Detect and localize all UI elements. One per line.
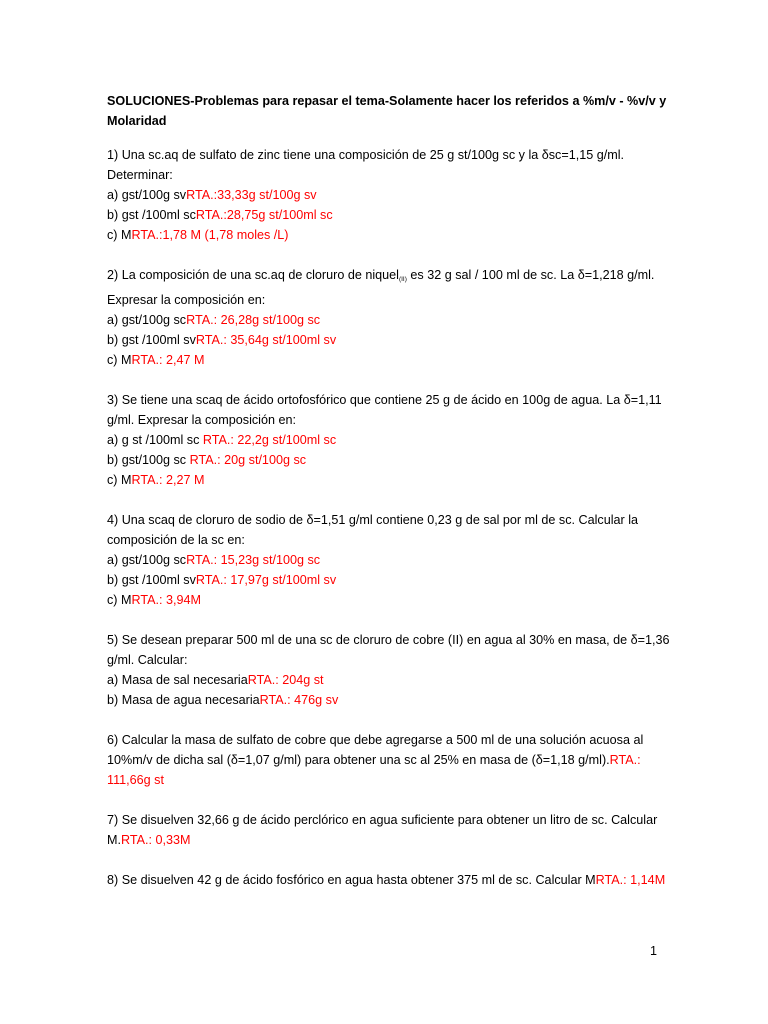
- item-answer: RTA.: 204g st: [247, 673, 324, 687]
- item-question: c) M: [107, 473, 132, 487]
- item-question: a) gst/100g sv: [107, 188, 187, 202]
- item-question: b) gst/100g sc: [107, 453, 190, 467]
- statement-part: es 32 g sal / 100 ml de sc. La δ=1,218 g/ml. Expresar la composición en:: [107, 268, 655, 307]
- problem-item: [107, 570, 677, 590]
- item-question: b) gst /100ml sv: [107, 573, 196, 587]
- problem-item: [107, 430, 677, 450]
- statement-text: 7) Se disuelven 32,66 g de ácido perclórico en agua suficiente para obtener un litro de sc. Calcular M.: [107, 813, 658, 847]
- problem-statement: [107, 730, 677, 790]
- item-question: a) gst/100g sc: [107, 313, 187, 327]
- item-answer: RTA.: 20g st/100g sc: [189, 453, 307, 467]
- problem-5: [107, 630, 677, 710]
- problem-8: [107, 870, 677, 890]
- item-answer: RTA.: 15,23g st/100g sc: [186, 553, 321, 567]
- problem-item: [107, 225, 677, 245]
- problem-answer: RTA.: 1,14M: [595, 873, 666, 887]
- item-answer: RTA.: 22,2g st/100ml sc: [202, 433, 337, 447]
- problem-item: [107, 590, 677, 610]
- problem-statement: 4) Una scaq de cloruro de sodio de δ=1,51 g/ml contiene 0,23 g de sal por ml de sc. Calcular la composición de la sc en:: [107, 513, 638, 547]
- item-question: c) M: [107, 593, 132, 607]
- item-question: a) g st /100ml sc: [107, 433, 203, 447]
- problem-statement: [107, 810, 677, 850]
- problem-statement: [107, 870, 677, 890]
- problem-statement: 3) Se tiene una scaq de ácido ortofosfórico que contiene 25 g de ácido en 100g de agua. La δ=1,11 g/ml. Expresar la composición en:: [107, 393, 662, 427]
- problem-item: [107, 670, 677, 690]
- problem-1: [107, 145, 677, 245]
- problem-4: [107, 510, 677, 610]
- item-answer: RTA.: 35,64g st/100ml sv: [195, 333, 337, 347]
- problem-3: [107, 390, 677, 490]
- item-question: b) gst /100ml sv: [107, 333, 196, 347]
- problem-item: [107, 185, 677, 205]
- problem-item: [107, 350, 677, 370]
- statement-part: 2) La composición de una sc.aq de cloruro de niquel: [107, 268, 399, 282]
- problem-item: [107, 470, 677, 490]
- item-question: c) M: [107, 228, 132, 242]
- problem-item: [107, 205, 677, 225]
- item-answer: RTA.: 476g sv: [259, 693, 339, 707]
- item-question: b) gst /100ml sc: [107, 208, 196, 222]
- problem-item: [107, 690, 677, 710]
- problem-statement: [107, 265, 677, 310]
- item-answer: RTA.:1,78 M (1,78 moles /L): [131, 228, 289, 242]
- statement-text: 6) Calcular la masa de sulfato de cobre que debe agregarse a 500 ml de una solución acuosa al 10%m/v de dicha sal (δ=1,07 g/ml) para obtener una sc al 25% en masa de (δ=1,18 g/ml).: [107, 733, 644, 767]
- item-answer: RTA.: 2,27 M: [131, 473, 205, 487]
- page-number: 1: [650, 944, 658, 958]
- item-question: b) Masa de agua necesaria: [107, 693, 260, 707]
- statement-text: 8) Se disuelven 42 g de ácido fosfórico en agua hasta obtener 375 ml de sc. Calcular M: [107, 873, 596, 887]
- item-question: a) gst/100g sc: [107, 553, 187, 567]
- item-answer: RTA.: 3,94M: [131, 593, 202, 607]
- problem-answer: RTA.: 0,33M: [121, 833, 191, 847]
- item-answer: RTA.: 17,97g st/100ml sv: [195, 573, 337, 587]
- oxidation-state-subscript: (II): [398, 276, 407, 283]
- problem-answer: RTA.: 111,66g st: [107, 753, 641, 787]
- problem-item: [107, 330, 677, 350]
- problem-6: [107, 730, 677, 790]
- item-answer: RTA.: 26,28g st/100g sc: [186, 313, 321, 327]
- document-body: [107, 91, 677, 910]
- item-answer: RTA.:33,33g st/100g sv: [186, 188, 317, 202]
- item-answer: RTA.:28,75g st/100ml sc: [195, 208, 333, 222]
- problem-statement: 5) Se desean preparar 500 ml de una sc de cloruro de cobre (II) en agua al 30% en masa, de δ=1,36 g/ml. Calcular:: [107, 633, 670, 667]
- item-question: a) Masa de sal necesaria: [107, 673, 248, 687]
- document-title: SOLUCIONES-Problemas para repasar el tema-Solamente hacer los referidos a %m/v - %v/v y Molaridad: [107, 94, 667, 128]
- problem-2: [107, 265, 677, 370]
- problem-statement: 1) Una sc.aq de sulfato de zinc tiene una composición de 25 g st/100g sc y la δsc=1,15 g/ml. Determinar:: [107, 148, 625, 182]
- item-question: c) M: [107, 353, 132, 367]
- problem-item: [107, 550, 677, 570]
- problem-item: [107, 450, 677, 470]
- problem-item: [107, 310, 677, 330]
- problem-7: [107, 810, 677, 850]
- item-answer: RTA.: 2,47 M: [131, 353, 205, 367]
